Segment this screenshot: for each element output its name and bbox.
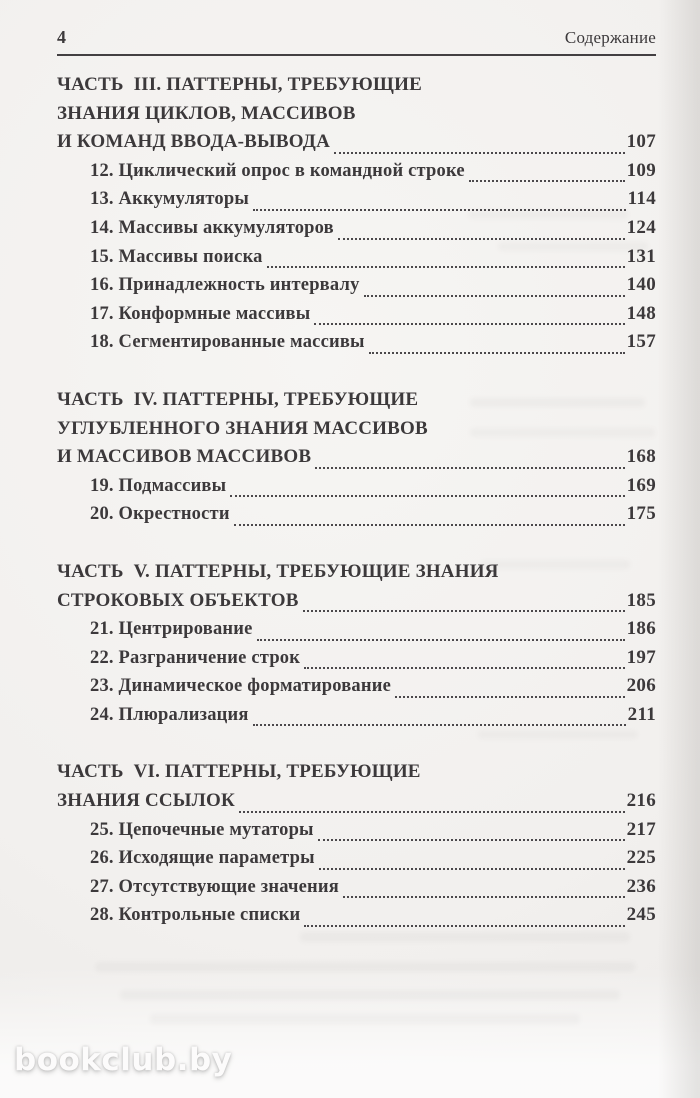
dot-leader (230, 495, 624, 497)
section-heading-row (57, 587, 656, 616)
toc-item (57, 901, 656, 930)
toc-item (57, 214, 656, 243)
toc-item (57, 157, 656, 186)
entry-label: 16. Принадлежность интервалу (90, 275, 360, 296)
dot-leader (257, 639, 625, 641)
toc-item (57, 271, 656, 300)
entry-label: 27. Отсутствующие значения (90, 876, 339, 897)
entry-page-number: 114 (627, 188, 656, 210)
entry-page-number: 175 (626, 503, 656, 525)
toc-item (57, 185, 656, 214)
dot-leader (338, 238, 625, 240)
dot-leader (315, 467, 624, 469)
entry-page-number: 169 (626, 474, 656, 496)
toc-item (57, 816, 656, 845)
entry-page-number: 157 (626, 331, 656, 353)
dot-leader (239, 811, 625, 813)
entry-page-number: 225 (626, 847, 656, 869)
toc-item (57, 844, 656, 873)
page-content (57, 26, 656, 930)
entry-page-number: 245 (626, 904, 656, 926)
entry-label: 24. Плюрализация (90, 704, 249, 725)
entry-page-number: 186 (626, 618, 656, 640)
entry-label: 17. Конформные массивы (90, 303, 311, 324)
entry-label: И МАССИВОВ МАССИВОВ (57, 446, 312, 468)
toc-item (57, 873, 656, 902)
bleedthrough-artifact (150, 1014, 580, 1024)
dot-leader (395, 696, 625, 698)
dot-leader (334, 152, 625, 154)
entry-label: 19. Подмассивы (90, 475, 227, 496)
entry-page-number: 131 (626, 245, 656, 267)
toc-item (57, 672, 656, 701)
entry-label: 23. Динамическое форматирование (90, 676, 391, 697)
entry-label: И КОМАНД ВВОДА-ВЫВОДА (57, 131, 330, 153)
section-heading-line: ЧАСТЬ V. ПАТТЕРНЫ, ТРЕБУЮЩИЕ ЗНАНИЯ (57, 560, 499, 582)
entry-page-number: 217 (626, 818, 656, 840)
running-head (57, 26, 656, 49)
dot-leader (253, 209, 626, 211)
header-rule (57, 54, 656, 56)
entry-label: ЗНАНИЯ ССЫЛОК (57, 790, 235, 812)
entry-page-number: 140 (626, 274, 656, 296)
entry-page-number: 197 (626, 646, 656, 668)
dot-leader (319, 868, 625, 870)
entry-page-number: 236 (626, 875, 656, 897)
toc-section-2 (57, 386, 656, 529)
dot-leader (303, 610, 625, 612)
section-heading-row (57, 787, 656, 816)
dot-leader (304, 667, 624, 669)
section-heading-row (57, 443, 656, 472)
bleedthrough-artifact (300, 932, 630, 942)
entry-page-number: 107 (626, 131, 656, 153)
section-heading-row (57, 128, 656, 157)
entry-page-number: 211 (627, 703, 656, 725)
entry-label: СТРОКОВЫХ ОБЪЕКТОВ (57, 589, 299, 611)
toc-item (57, 328, 656, 357)
page-number: 4 (57, 27, 66, 47)
dot-leader (364, 295, 625, 297)
entry-page-number: 206 (626, 675, 656, 697)
running-title: Содержание (564, 28, 656, 47)
toc-item (57, 615, 656, 644)
entry-label: 26. Исходящие параметры (90, 848, 315, 869)
entry-label: 14. Массивы аккумуляторов (90, 217, 334, 238)
entry-page-number: 185 (626, 589, 656, 611)
entry-label: 25. Цепочечные мутаторы (90, 819, 314, 840)
dot-leader (314, 323, 624, 325)
toc-item (57, 300, 656, 329)
toc-section-1 (57, 71, 656, 357)
entry-label: 20. Окрестности (90, 504, 230, 525)
toc-section-4 (57, 758, 656, 930)
section-heading-line: ЗНАНИЯ ЦИКЛОВ, МАССИВОВ (57, 102, 356, 124)
entry-page-number: 148 (626, 302, 656, 324)
section-heading-line: ЧАСТЬ III. ПАТТЕРНЫ, ТРЕБУЮЩИЕ (57, 74, 422, 95)
entry-page-number: 168 (626, 446, 656, 468)
toc-item (57, 701, 656, 730)
entry-label: 15. Массивы поиска (90, 246, 263, 267)
dot-leader (267, 266, 625, 268)
watermark: bookclub.by (14, 1042, 233, 1078)
toc-item (57, 644, 656, 673)
entry-label: 18. Сегментированные массивы (90, 332, 365, 353)
section-heading-line: УГЛУБЛЕННОГО ЗНАНИЯ МАССИВОВ (57, 417, 428, 439)
dot-leader (234, 524, 625, 526)
dot-leader (304, 925, 624, 927)
entry-label: 12. Циклический опрос в командной строке (90, 160, 465, 181)
dot-leader (469, 180, 625, 182)
dot-leader (318, 839, 625, 841)
toc-item (57, 243, 656, 272)
entry-label: 21. Центрирование (90, 619, 253, 640)
entry-label: 13. Аккумуляторы (90, 189, 249, 210)
entry-label: 28. Контрольные списки (90, 905, 301, 926)
entry-page-number: 124 (626, 216, 656, 238)
dot-leader (343, 896, 625, 898)
toc-item (57, 500, 656, 529)
entry-page-number: 216 (626, 790, 656, 812)
table-of-contents (57, 71, 656, 930)
dot-leader (369, 352, 625, 354)
section-heading-line: ЧАСТЬ VI. ПАТТЕРНЫ, ТРЕБУЮЩИЕ (57, 761, 421, 783)
section-heading-line: ЧАСТЬ IV. ПАТТЕРНЫ, ТРЕБУЮЩИЕ (57, 388, 419, 410)
bleedthrough-artifact (120, 990, 620, 1000)
toc-section-3 (57, 558, 656, 730)
bleedthrough-artifact (95, 962, 635, 972)
toc-item (57, 472, 656, 501)
entry-page-number: 109 (626, 159, 656, 181)
dot-leader (253, 724, 626, 726)
entry-label: 22. Разграничение строк (90, 647, 301, 668)
